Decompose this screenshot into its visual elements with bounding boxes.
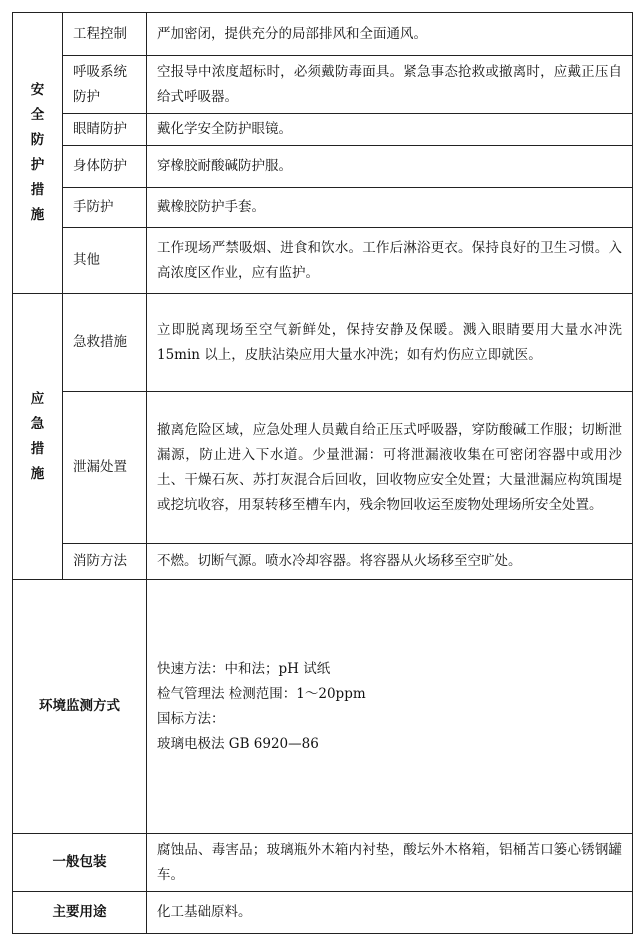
monitoring-label: 环境监测方式 [13,580,147,834]
table-row [13,392,633,544]
table-row [13,146,633,188]
row-content: 穿橡胶耐酸碱防护服。 [147,146,633,188]
chemical-safety-table [12,12,633,934]
row-label: 急救措施 [63,294,147,392]
monitoring-line: 检气管理法 检测范围：1～20ppm [157,685,366,702]
table-row [13,228,633,294]
row-label: 眼睛防护 [63,114,147,146]
table-row [13,580,633,834]
row-content: 戴橡胶防护手套。 [147,188,633,228]
table-row [13,544,633,580]
row-content: 工作现场严禁吸烟、进食和饮水。工作后淋浴更衣。保持良好的卫生习惯。入高浓度区作业，应有监护。 [147,228,633,294]
safety-group-header: 安全防护措施 [13,13,63,294]
row-label: 工程控制 [63,13,147,56]
table-row [13,56,633,114]
row-label: 身体防护 [63,146,147,188]
row-label: 消防方法 [63,544,147,580]
row-label: 其他 [63,228,147,294]
row-label: 呼吸系统防护 [63,56,147,114]
usage-label: 主要用途 [13,892,147,934]
row-content: 不燃。切断气源。喷水冷却容器。将容器从火场移至空旷处。 [147,544,633,580]
packaging-content: 腐蚀品、毒害品；玻璃瓶外木箱内衬垫，酸坛外木格箱，铝桶苫口篓心锈钢罐车。 [147,834,633,892]
monitoring-line: 玻璃电极法 GB 6920—86 [157,735,319,752]
row-content: 严加密闭，提供充分的局部排风和全面通风。 [147,13,633,56]
row-label: 手防护 [63,188,147,228]
emergency-group-header: 应急措施 [13,294,63,580]
table-row [13,114,633,146]
table-row [13,892,633,934]
usage-content: 化工基础原料。 [147,892,633,934]
row-content: 撤离危险区域，应急处理人员戴自给正压式呼吸器，穿防酸碱工作服；切断泄漏源，防止进入下水道。少量泄漏：可将泄漏液收集在可密闭容器中或用沙土、干燥石灰、苏打灰混合后回收，回收物应安全处置；大量泄漏应构筑围堤或挖坑收容，用泵转移至槽车内，残余物回收运至废物处理场所安全处置。 [147,392,633,544]
row-content: 戴化学安全防护眼镜。 [147,114,633,146]
table-row [13,294,633,392]
row-content: 空报导中浓度超标时，必须戴防毒面具。紧急事态抢救或撤离时，应戴正压自给式呼吸器。 [147,56,633,114]
row-content: 立即脱离现场至空气新鲜处，保持安静及保暖。溅入眼睛要用大量水冲洗 15min 以上，皮肤沾染应用大量水冲洗；如有灼伤应立即就医。 [147,294,633,392]
monitoring-line: 国标方法： [157,710,225,727]
row-label: 泄漏处置 [63,392,147,544]
table-row [13,834,633,892]
table-row [13,13,633,56]
table-row [13,188,633,228]
packaging-label: 一般包装 [13,834,147,892]
monitoring-line: 快速方法：中和法；pH 试纸 [157,660,331,677]
monitoring-content [147,580,633,834]
